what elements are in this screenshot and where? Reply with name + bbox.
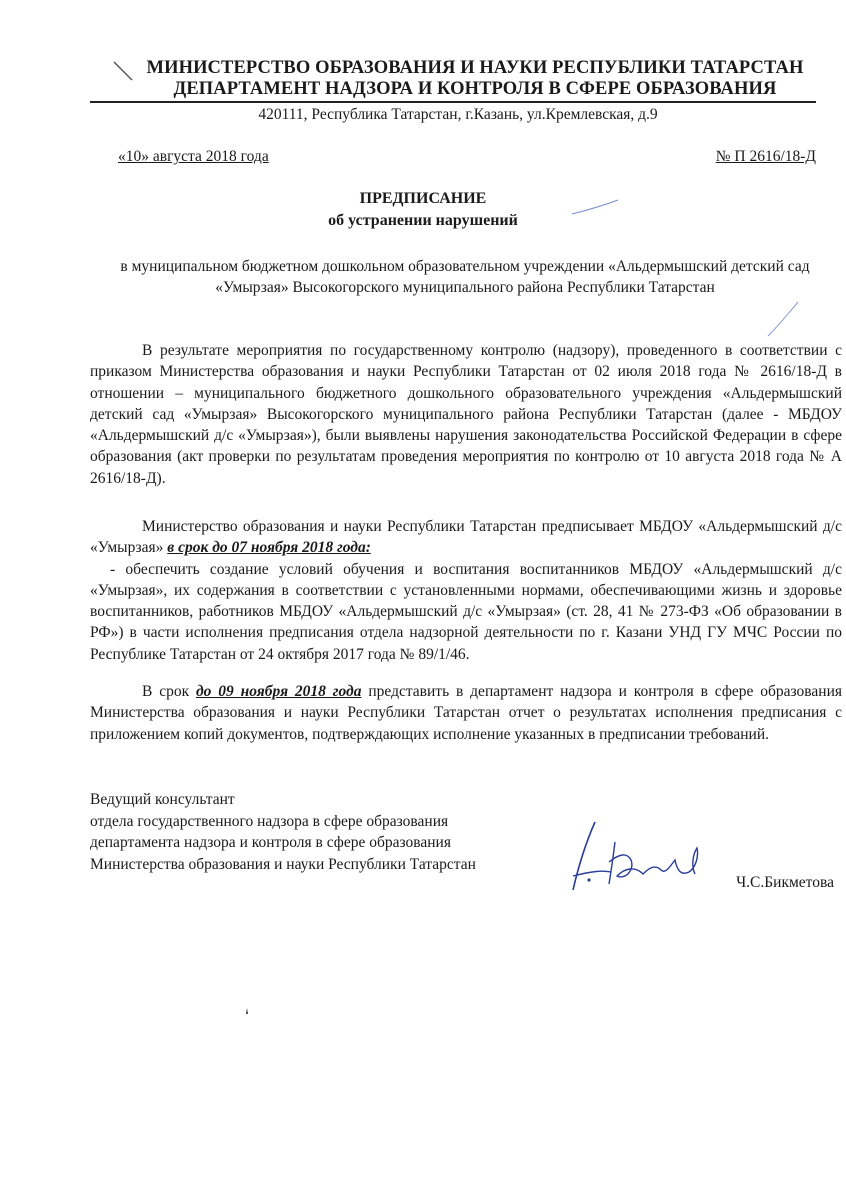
signatory-name: Ч.С.Бикметова	[736, 874, 834, 891]
document-number: № П 2616/18-Д	[715, 148, 816, 165]
body-paragraph-1: В результате мероприятия по государственному контролю (надзору), проведенного в соответствии с приказом Министерства образования и науки Республики Татарстан от 02 июля 2018 года № 2616/18-Д в отношении – муниципального бюджетного дошкольного образовательного учреждения «Альдермышский детский сад «Умырзая» Высокогорского муниципального района Республики Татарстан (далее - МБДОУ «Альдермышский д/с «Умырзая»), были выявлены нарушения законодательства Российской Федерации в сфере образования (акт проверки по результатам проведения мероприятия по контролю от 10 августа 2018 года № А 2616/18-Д).	[90, 342, 842, 487]
document-date: «10» августа 2018 года	[118, 148, 269, 165]
address: 420111, Республика Татарстан, г.Казань, ул.Кремлевская, д.9	[258, 106, 658, 123]
deadline-2: до 09 ноября 2018 года	[195, 683, 362, 700]
subject-institution: в муниципальном бюджетном дошкольном образовательном учреждении «Альдермышский детский сад «Умырзая» Высокогорского муниципального района Республики Татарстан	[120, 258, 810, 296]
ministry-name: МИНИСТЕРСТВО ОБРАЗОВАНИЯ И НАУКИ РЕСПУБЛИКИ ТАТАРСТАН	[146, 58, 804, 78]
body-paragraph-2	[90, 516, 842, 559]
body-paragraph-3	[90, 681, 842, 745]
pen-stroke-margin-2	[762, 300, 802, 340]
handwritten-signature	[565, 812, 715, 902]
p3-after: представить в департамент надзора и контроля в сфере образования Министерства образования и науки Республики Татарстан отчет о результатах исполнения предписания с приложением копий документов, подтверждающих исполнение указанных в предписании требований.	[90, 683, 843, 743]
signatory-ministry: Министерства образования и науки Республики Татарстан	[90, 855, 476, 873]
signatory-division: отдела государственного надзора в сфере образования	[90, 812, 449, 830]
deadline-1: в срок до 07 ноября 2018 года:	[167, 539, 371, 557]
document-subtitle: об устранении нарушений	[328, 212, 518, 229]
signatory-block	[90, 789, 570, 875]
header-divider	[90, 101, 816, 103]
body-p1-block	[90, 340, 842, 489]
body-p2-block	[90, 516, 842, 665]
body-p3-block	[90, 681, 842, 745]
document-title: ПРЕДПИСАНИЕ	[359, 190, 487, 207]
ink-dot	[244, 1008, 250, 1016]
requirement-item-1: - обеспечить создание условий обучения и воспитания воспитанников МБДОУ «Альдермышский д/с «Умырзая», их содержания в соответствии с установленными нормами, обеспечивающими жизнь и здоровье воспитанников, работников МБДОУ «Альдермышский д/с «Умырзая» (ст. 28, 41 № 273-ФЗ «Об образовании в РФ») в части исполнения предписания отдела надзорной деятельности по г. Казани УНД ГУ МЧС России по Республике Татарстан от 24 октября 2017 года № 89/1/46.	[90, 560, 842, 663]
signatory-department: департамента надзора и контроля в сфере образования	[90, 834, 451, 851]
signatory-position: Ведущий консультант	[90, 791, 235, 808]
department-name: ДЕПАРТАМЕНТ НАДЗОРА И КОНТРОЛЯ В СФЕРЕ ОБРАЗОВАНИЯ	[173, 79, 777, 99]
p3-before: В срок	[142, 683, 196, 700]
p2-text: Министерство образования и науки Республики Татарстан предписывает МБДОУ «Альдермышский д/с «Умырзая»	[90, 518, 842, 557]
